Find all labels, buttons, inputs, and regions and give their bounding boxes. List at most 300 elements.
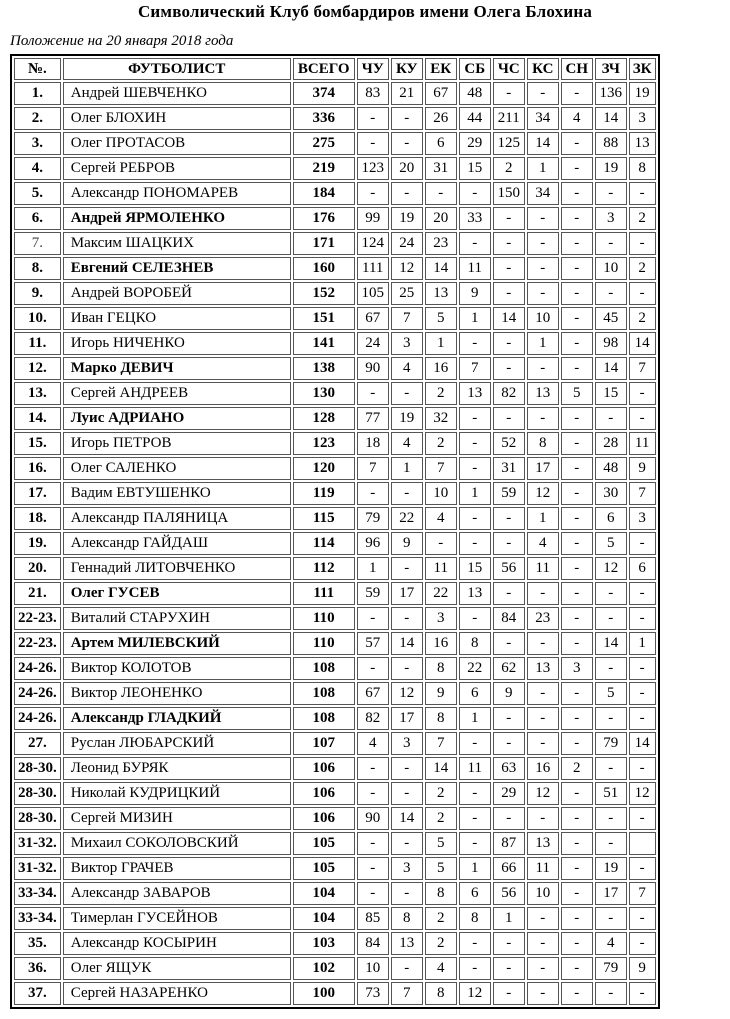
stat-cell: - (561, 557, 593, 580)
player-first-name: Сергей (70, 160, 116, 176)
player-cell (63, 482, 291, 505)
stat-cell: - (357, 382, 389, 405)
player-first-name: Леонид (70, 760, 119, 776)
stat-cell: 2 (493, 157, 525, 180)
stat-cell: 16 (425, 632, 457, 655)
player-cell (63, 407, 291, 430)
stat-cell: 52 (493, 432, 525, 455)
page-title: Символический Клуб бомбардиров имени Олега Блохина (137, 2, 593, 21)
stat-cell: 8 (459, 632, 491, 655)
player-cell (63, 832, 291, 855)
stat-cell: - (493, 357, 525, 380)
player-first-name: Марко (70, 360, 117, 376)
stat-cell: - (459, 807, 491, 830)
rank-cell: 24-26. (14, 707, 61, 730)
stat-cell: - (561, 132, 593, 155)
total-cell: 184 (293, 182, 355, 205)
rank-cell: 33-34. (14, 882, 61, 905)
stat-cell: - (561, 582, 593, 605)
stat-cell: 3 (425, 607, 457, 630)
stat-cell: - (561, 332, 593, 355)
rank-cell: 2. (14, 107, 61, 130)
total-cell: 106 (293, 757, 355, 780)
stat-cell: - (561, 182, 593, 205)
player-first-name: Александр (70, 185, 140, 201)
table-row (14, 657, 656, 680)
player-first-name: Сергей (70, 810, 116, 826)
player-last-name: ВОРОБЕЙ (123, 285, 192, 301)
player-first-name: Сергей (70, 985, 116, 1001)
stat-cell: - (629, 932, 656, 955)
stat-cell: 90 (357, 357, 389, 380)
stat-cell: 14 (595, 632, 627, 655)
stat-cell: 19 (595, 857, 627, 880)
player-first-name: Андрей (70, 210, 122, 226)
stat-cell: 2 (629, 207, 656, 230)
stat-cell: - (527, 582, 559, 605)
stat-cell: 12 (391, 257, 423, 280)
header-rank: №. (14, 58, 61, 80)
player-first-name: Александр (70, 510, 140, 526)
stat-cell: - (561, 732, 593, 755)
stat-cell: - (493, 207, 525, 230)
player-cell (63, 207, 291, 230)
table-row (14, 982, 656, 1005)
header-ks: КС (527, 58, 559, 80)
stat-cell: - (391, 657, 423, 680)
total-cell: 108 (293, 707, 355, 730)
player-first-name: Иван (70, 310, 104, 326)
stat-cell: 3 (391, 332, 423, 355)
stat-cell: - (357, 782, 389, 805)
stat-cell: 98 (595, 332, 627, 355)
stat-cell: 11 (459, 757, 491, 780)
total-cell: 104 (293, 907, 355, 930)
stat-cell: 11 (425, 557, 457, 580)
stat-cell: 22 (425, 582, 457, 605)
stat-cell: 21 (391, 82, 423, 105)
stat-cell: 1 (527, 332, 559, 355)
total-cell: 119 (293, 482, 355, 505)
stat-cell: - (561, 232, 593, 255)
player-last-name: НИЧЕНКО (112, 335, 185, 351)
stat-cell: - (493, 257, 525, 280)
stat-cell: - (527, 807, 559, 830)
player-cell (63, 757, 291, 780)
stat-cell: 9 (459, 282, 491, 305)
stat-cell: - (459, 232, 491, 255)
stat-cell: 7 (629, 357, 656, 380)
stat-cell: 29 (459, 132, 491, 155)
table-body (14, 82, 656, 1005)
stat-cell: - (527, 632, 559, 655)
stat-cell: 3 (391, 857, 423, 880)
player-last-name: ГУСЕВ (108, 585, 160, 601)
rank-cell: 6. (14, 207, 61, 230)
player-first-name: Олег (70, 960, 102, 976)
stat-cell: 6 (459, 682, 491, 705)
stat-cell: 22 (459, 657, 491, 680)
table-row (14, 807, 656, 830)
total-cell: 123 (293, 432, 355, 455)
player-last-name: БУРЯК (122, 760, 169, 776)
table-row (14, 832, 656, 855)
player-cell (63, 182, 291, 205)
rank-cell: 19. (14, 532, 61, 555)
rank-cell: 7. (14, 232, 61, 255)
player-last-name: РЕБРОВ (119, 160, 175, 176)
stat-cell: - (493, 807, 525, 830)
table-row (14, 332, 656, 355)
stat-cell: 1 (527, 507, 559, 530)
table-row (14, 307, 656, 330)
stat-cell: - (527, 207, 559, 230)
player-first-name: Николай (70, 785, 126, 801)
player-last-name: СОКОЛОВСКИЙ (125, 835, 239, 851)
player-first-name: Андрей (70, 285, 120, 301)
stat-cell: 211 (493, 107, 525, 130)
player-cell (63, 807, 291, 830)
stat-cell: - (561, 857, 593, 880)
stat-cell: - (595, 707, 627, 730)
player-last-name: ЕВТУШЕНКО (116, 485, 211, 501)
rank-cell: 28-30. (14, 757, 61, 780)
stat-cell: 4 (561, 107, 593, 130)
total-cell: 107 (293, 732, 355, 755)
stat-cell: 125 (493, 132, 525, 155)
stat-cell: - (527, 682, 559, 705)
header-chu: ЧУ (357, 58, 389, 80)
stat-cell: - (561, 882, 593, 905)
stat-cell: 8 (425, 657, 457, 680)
player-last-name: БЛОХИН (105, 110, 167, 126)
stat-cell: 77 (357, 407, 389, 430)
total-cell: 105 (293, 832, 355, 855)
table-row (14, 357, 656, 380)
stat-cell: - (629, 382, 656, 405)
stat-cell: 10 (425, 482, 457, 505)
header-ku: КУ (391, 58, 423, 80)
stat-cell: 3 (629, 107, 656, 130)
player-first-name: Тимерлан (70, 910, 134, 926)
player-first-name: Александр (70, 710, 144, 726)
total-cell: 120 (293, 457, 355, 480)
stat-cell: 15 (595, 382, 627, 405)
stat-cell: - (527, 907, 559, 930)
stat-cell: 7 (629, 882, 656, 905)
stat-cell: - (391, 607, 423, 630)
stat-cell: 88 (595, 132, 627, 155)
stat-cell: 16 (425, 357, 457, 380)
stat-cell: - (459, 532, 491, 555)
stat-cell: - (391, 132, 423, 155)
stat-cell: 1 (629, 632, 656, 655)
player-last-name: АДРИАНО (108, 410, 185, 426)
player-last-name: МИЗИН (119, 810, 173, 826)
player-last-name: КУДРИЦКИЙ (129, 785, 221, 801)
player-cell (63, 707, 291, 730)
stat-cell: 1 (459, 482, 491, 505)
stat-cell: 24 (357, 332, 389, 355)
player-cell (63, 257, 291, 280)
stat-cell: 4 (527, 532, 559, 555)
stat-cell: - (527, 732, 559, 755)
stat-cell: 17 (527, 457, 559, 480)
stat-cell: 2 (425, 907, 457, 930)
stat-cell: - (561, 607, 593, 630)
player-cell (63, 457, 291, 480)
stat-cell: 17 (391, 582, 423, 605)
stat-cell: 10 (357, 957, 389, 980)
stat-cell: - (425, 182, 457, 205)
stat-cell: 99 (357, 207, 389, 230)
stat-cell: - (391, 757, 423, 780)
player-last-name: ЛИТОВЧЕНКО (135, 560, 236, 576)
player-last-name: ДЕВИЧ (120, 360, 174, 376)
stat-cell: 3 (561, 657, 593, 680)
rank-cell: 18. (14, 507, 61, 530)
stat-cell: - (459, 507, 491, 530)
stat-cell: 59 (493, 482, 525, 505)
table-row (14, 507, 656, 530)
table-row (14, 732, 656, 755)
stat-cell: - (629, 707, 656, 730)
player-cell (63, 107, 291, 130)
stat-cell: 79 (595, 957, 627, 980)
stat-cell: 2 (425, 382, 457, 405)
stat-cell: 4 (391, 357, 423, 380)
total-cell: 152 (293, 282, 355, 305)
stat-cell: 13 (629, 132, 656, 155)
stat-cell: - (357, 132, 389, 155)
total-cell: 138 (293, 357, 355, 380)
stat-cell: - (493, 532, 525, 555)
stat-cell: 57 (357, 632, 389, 655)
stat-cell: 14 (425, 757, 457, 780)
total-cell: 128 (293, 407, 355, 430)
table-row (14, 482, 656, 505)
stat-cell: 105 (357, 282, 389, 305)
stat-cell: - (527, 932, 559, 955)
player-first-name: Вадим (70, 485, 113, 501)
player-cell (63, 557, 291, 580)
stat-cell: 3 (629, 507, 656, 530)
stat-cell: 48 (459, 82, 491, 105)
player-cell (63, 682, 291, 705)
stat-cell: - (561, 932, 593, 955)
player-first-name: Игорь (70, 335, 110, 351)
stat-cell: 10 (527, 882, 559, 905)
header-zk: ЗК (629, 58, 656, 80)
stat-cell: - (459, 782, 491, 805)
stat-cell: 7 (357, 457, 389, 480)
player-first-name: Артем (70, 635, 114, 651)
rank-cell: 31-32. (14, 832, 61, 855)
stat-cell: - (595, 182, 627, 205)
header-zch: ЗЧ (595, 58, 627, 80)
stat-cell: 83 (357, 82, 389, 105)
stat-cell: 96 (357, 532, 389, 555)
stat-cell: - (629, 907, 656, 930)
rank-cell: 11. (14, 332, 61, 355)
stat-cell: 17 (595, 882, 627, 905)
stat-cell: 9 (493, 682, 525, 705)
rank-cell: 14. (14, 407, 61, 430)
stat-cell: - (561, 157, 593, 180)
player-last-name: КОЛОТОВ (120, 660, 192, 676)
stat-cell: - (527, 257, 559, 280)
total-cell: 219 (293, 157, 355, 180)
player-last-name: ГАЙДАШ (143, 535, 208, 551)
stat-cell: 1 (459, 857, 491, 880)
player-last-name: ГЛАДКИЙ (147, 710, 222, 726)
stat-cell: - (561, 682, 593, 705)
stat-cell: - (493, 507, 525, 530)
total-cell: 114 (293, 532, 355, 555)
stat-cell: 56 (493, 557, 525, 580)
stat-cell: 4 (595, 932, 627, 955)
stat-cell: - (561, 632, 593, 655)
stat-cell: - (357, 857, 389, 880)
stat-cell: - (391, 882, 423, 905)
total-cell: 111 (293, 582, 355, 605)
header-total: ВСЕГО (293, 58, 355, 80)
stat-cell: - (561, 357, 593, 380)
stat-cell: - (561, 482, 593, 505)
total-cell: 102 (293, 957, 355, 980)
stat-cell: 20 (425, 207, 457, 230)
stat-cell: 13 (391, 932, 423, 955)
stat-cell: - (391, 482, 423, 505)
player-last-name: ПЕТРОВ (112, 435, 172, 451)
stat-cell: - (595, 757, 627, 780)
stat-cell: 1 (425, 332, 457, 355)
table-row (14, 557, 656, 580)
stat-cell: 11 (629, 432, 656, 455)
player-first-name: Руслан (70, 735, 116, 751)
rank-cell: 33-34. (14, 907, 61, 930)
stat-cell: - (629, 857, 656, 880)
stat-cell: 13 (459, 382, 491, 405)
rank-cell: 5. (14, 182, 61, 205)
stat-cell: 84 (357, 932, 389, 955)
player-cell (63, 332, 291, 355)
stat-cell: 12 (459, 982, 491, 1005)
total-cell: 151 (293, 307, 355, 330)
total-cell: 374 (293, 82, 355, 105)
stat-cell: 15 (459, 157, 491, 180)
player-first-name: Олег (70, 585, 105, 601)
stat-cell: - (561, 307, 593, 330)
stat-cell: - (561, 507, 593, 530)
total-cell: 110 (293, 632, 355, 655)
stat-cell: - (459, 407, 491, 430)
player-first-name: Игорь (70, 435, 110, 451)
stat-cell: 82 (357, 707, 389, 730)
stat-cell: - (493, 282, 525, 305)
total-cell: 110 (293, 607, 355, 630)
rank-cell: 9. (14, 282, 61, 305)
player-last-name: ЯРМОЛЕНКО (125, 210, 226, 226)
player-last-name: ГЕЦКО (106, 310, 157, 326)
stat-cell: - (629, 182, 656, 205)
stat-cell: 79 (357, 507, 389, 530)
rank-cell: 13. (14, 382, 61, 405)
total-cell: 106 (293, 807, 355, 830)
total-cell: 106 (293, 782, 355, 805)
stat-cell: 32 (425, 407, 457, 430)
stat-cell: - (357, 182, 389, 205)
table-row (14, 632, 656, 655)
stat-cell: 31 (425, 157, 457, 180)
player-last-name: ПОНОМАРЕВ (143, 185, 239, 201)
rank-cell: 21. (14, 582, 61, 605)
stat-cell: 13 (527, 832, 559, 855)
player-cell (63, 307, 291, 330)
stat-cell: - (493, 932, 525, 955)
table-row (14, 432, 656, 455)
player-first-name: Виктор (70, 660, 118, 676)
player-cell (63, 607, 291, 630)
stat-cell: 19 (629, 82, 656, 105)
stat-cell: 67 (425, 82, 457, 105)
table-row (14, 207, 656, 230)
stat-cell: - (595, 232, 627, 255)
stat-cell: 4 (425, 957, 457, 980)
rank-cell: 24-26. (14, 682, 61, 705)
stat-cell: 51 (595, 782, 627, 805)
stat-cell: - (629, 682, 656, 705)
player-first-name: Александр (70, 935, 140, 951)
stat-cell: 1 (357, 557, 389, 580)
stat-cell: 87 (493, 832, 525, 855)
stat-cell: 13 (527, 382, 559, 405)
stat-cell: - (595, 657, 627, 680)
stat-cell: 150 (493, 182, 525, 205)
stat-cell: 8 (527, 432, 559, 455)
stat-cell: 2 (425, 807, 457, 830)
total-cell: 105 (293, 857, 355, 880)
stat-cell: - (595, 832, 627, 855)
stat-cell: 123 (357, 157, 389, 180)
stat-cell: - (493, 707, 525, 730)
player-cell (63, 132, 291, 155)
player-first-name: Олег (70, 110, 102, 126)
stat-cell: 31 (493, 457, 525, 480)
stat-cell: - (561, 707, 593, 730)
table-row (14, 107, 656, 130)
stat-cell: 9 (425, 682, 457, 705)
table-row (14, 407, 656, 430)
stat-cell: 2 (425, 932, 457, 955)
rank-cell: 28-30. (14, 807, 61, 830)
stat-cell: 2 (629, 307, 656, 330)
player-cell (63, 157, 291, 180)
stat-cell: 26 (425, 107, 457, 130)
stat-cell: 14 (391, 807, 423, 830)
stat-cell: - (595, 582, 627, 605)
player-cell (63, 357, 291, 380)
player-cell (63, 857, 291, 880)
rank-cell: 15. (14, 432, 61, 455)
stat-cell: - (561, 282, 593, 305)
stat-cell: 8 (425, 882, 457, 905)
player-cell (63, 882, 291, 905)
stat-cell: 11 (527, 857, 559, 880)
stat-cell: 1 (459, 307, 491, 330)
player-cell (63, 657, 291, 680)
player-last-name: КОСЫРИН (143, 935, 217, 951)
